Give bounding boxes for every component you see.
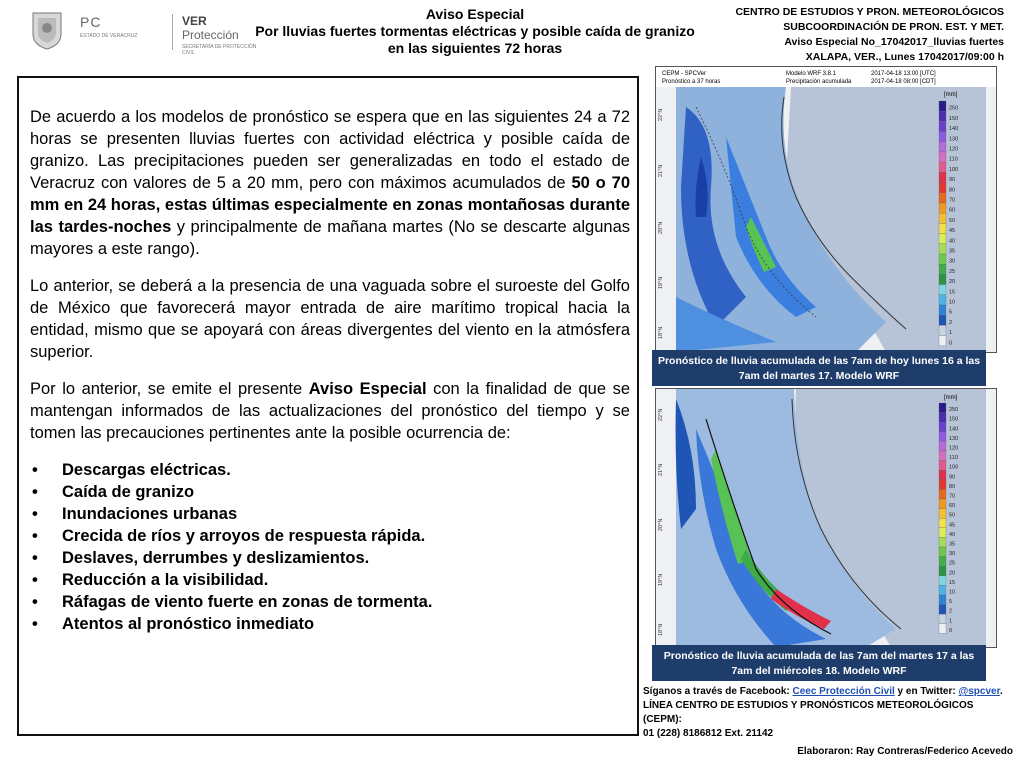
scale-label: 70 xyxy=(949,197,956,204)
scale-label: 100 xyxy=(949,464,959,471)
scale-label: 0 xyxy=(949,627,953,634)
scale-swatch xyxy=(939,403,946,413)
scale-label: 50 xyxy=(949,217,956,224)
scale-swatch xyxy=(939,509,946,519)
scale-swatch xyxy=(939,547,946,557)
scale-swatch xyxy=(939,537,946,547)
notice-title-line2: Por lluvias fuertes tormentas eléctricas y posible caída de granizo en las siguientes 72 horas xyxy=(255,23,695,56)
paragraph-3-c: con la finalidad de que se mantengan informados de las actualizaciones del pronóstico del tiempo y se tomen las precauciones pertinentes ante la posible ocurrencia de: xyxy=(30,380,630,442)
forecast-map-1 xyxy=(655,66,997,353)
ver-logo-text: VER xyxy=(182,14,207,28)
scale-label: 130 xyxy=(949,136,959,143)
scale-swatch xyxy=(939,234,946,244)
agency-line4: XALAPA, VER., Lunes 17042017/09:00 h xyxy=(805,51,1004,63)
scale-swatch xyxy=(939,111,946,121)
scale-label: 110 xyxy=(949,156,958,163)
scale-label: 25 xyxy=(949,560,956,567)
agency-line1: CENTRO DE ESTUDIOS Y PRON. METEOROLÓGICOS xyxy=(735,6,1004,18)
paragraph-2: Lo anterior, se deberá a la presencia de una vaguada sobre el suroeste del Golfo de México que favorecerá mayor entrada de aire marítimo tropical hacia la entidad, mismo que se apoyará con áreas divergentes del viento en la atmósfera superior. xyxy=(30,277,630,361)
list-item xyxy=(30,525,630,547)
ver-logo-subtext: SECRETARÍA DE PROTECCIÓN CIVIL xyxy=(182,44,257,56)
scale-swatch xyxy=(939,614,946,624)
scale-swatch xyxy=(939,528,946,538)
scale-swatch xyxy=(939,101,946,111)
header-logos xyxy=(30,10,260,54)
scale-label: 15 xyxy=(949,579,956,586)
scale-label: 45 xyxy=(949,522,956,529)
map2-lat-label: 18°N xyxy=(658,623,664,636)
paragraph-1-c: y principalmente de mañana martes (No se descarte algunas mayores a este rango). xyxy=(30,218,630,258)
scale-label: 130 xyxy=(949,435,959,442)
scale-swatch xyxy=(939,557,946,567)
scale-label: 10 xyxy=(949,299,956,306)
map2-unit: [mm] xyxy=(944,395,958,401)
scale-label: 1 xyxy=(949,330,953,337)
list-item-text: Inundaciones urbanas xyxy=(62,505,238,523)
map1-time-cdt: 2017-04-18 08:00 [CDT] xyxy=(871,79,936,85)
scale-label: 5 xyxy=(949,309,953,316)
paragraph-1-a: De acuerdo a los modelos de pronóstico se espera que en las siguientes 24 a 72 horas se presenten lluvias fuertes con actividad eléctrica y posible caída de granizo. Las precipitaciones pueden ser generalizadas en todo el estado de Veracruz con valores de 5 a 20 mm, pero con máximos acumulados de xyxy=(30,108,630,192)
map1-caption: Pronóstico de lluvia acumulada de las 7am de hoy lunes 16 a las 7am del martes 17. Modelo WRF xyxy=(652,350,986,386)
scale-swatch xyxy=(939,451,946,461)
bullet-icon: • xyxy=(32,571,38,589)
scale-swatch xyxy=(939,499,946,509)
scale-label: 120 xyxy=(949,445,959,452)
scale-swatch xyxy=(939,162,946,172)
bullet-icon: • xyxy=(32,549,38,567)
scale-swatch xyxy=(939,295,946,305)
list-item-text: Atentos al pronóstico inmediato xyxy=(62,615,315,633)
scale-swatch xyxy=(939,325,946,335)
scale-label: 40 xyxy=(949,238,956,245)
scale-label: 25 xyxy=(949,268,956,275)
map1-lat-label: 20°N xyxy=(658,221,664,234)
scale-label: 60 xyxy=(949,503,956,510)
map2-lat-label: 20°N xyxy=(658,518,664,531)
list-item xyxy=(30,459,630,481)
scale-swatch xyxy=(939,121,946,131)
scale-swatch xyxy=(939,432,946,442)
map2-lat-label: 22°N xyxy=(658,408,664,421)
scale-label: 110 xyxy=(949,455,958,462)
scale-swatch xyxy=(939,315,946,325)
scale-label: 80 xyxy=(949,483,956,490)
list-item-text: Crecida de ríos y arroyos de respuesta rápida. xyxy=(62,527,426,545)
bullet-icon: • xyxy=(32,615,38,633)
scale-swatch xyxy=(939,585,946,595)
scale-swatch xyxy=(939,441,946,451)
follow-line xyxy=(643,685,1013,699)
scale-label: 60 xyxy=(949,207,956,214)
scale-swatch xyxy=(939,285,946,295)
scale-swatch xyxy=(939,203,946,213)
scale-label: 2 xyxy=(949,319,953,326)
notice-title-line1: Aviso Especial xyxy=(425,6,525,22)
list-item-text: Descargas eléctricas. xyxy=(62,461,231,479)
bullet-icon: • xyxy=(32,461,38,479)
scale-swatch xyxy=(939,422,946,432)
scale-swatch xyxy=(939,274,946,284)
scale-label: 30 xyxy=(949,258,956,265)
pc-logo-subtext: ESTADO DE VERACRUZ xyxy=(80,33,138,39)
pc-logo xyxy=(80,14,137,39)
list-item xyxy=(30,569,630,591)
scale-swatch xyxy=(939,172,946,182)
scale-swatch xyxy=(939,461,946,471)
scale-label: 250 xyxy=(949,407,959,414)
scale-label: 20 xyxy=(949,570,956,577)
paragraph-3-bold: Aviso Especial xyxy=(308,380,427,398)
list-item xyxy=(30,481,630,503)
pc-logo-text: PC xyxy=(80,14,102,30)
scale-swatch xyxy=(939,624,946,634)
scale-swatch xyxy=(939,413,946,423)
scale-swatch xyxy=(939,152,946,162)
map1-time-utc: 2017-04-18 13:00 [UTC] xyxy=(871,71,936,77)
list-item xyxy=(30,591,630,613)
follow-text-a: Síganos a través de Facebook: xyxy=(643,686,793,697)
proteccion-logo-text: Protección xyxy=(182,28,239,42)
list-item-text: Ráfagas de viento fuerte en zonas de tormenta. xyxy=(62,593,433,611)
scale-swatch xyxy=(939,223,946,233)
main-text xyxy=(30,106,630,635)
paragraph-3-a: Por lo anterior, se emite el presente xyxy=(30,380,309,398)
list-item-text: Deslaves, derrumbes y deslizamientos. xyxy=(62,549,370,567)
list-item-text: Caída de granizo xyxy=(62,483,195,501)
scale-swatch xyxy=(939,576,946,586)
scale-swatch xyxy=(939,183,946,193)
logo-divider xyxy=(172,14,173,50)
scale-label: 45 xyxy=(949,228,956,235)
scale-swatch xyxy=(939,244,946,254)
follow-text-c: . xyxy=(999,686,1003,697)
list-item xyxy=(30,503,630,525)
paragraph-1 xyxy=(30,106,630,260)
scale-label: 250 xyxy=(949,105,959,112)
agency-line3: Aviso Especial No_17042017_lluvias fuertes xyxy=(784,36,1004,48)
scale-swatch xyxy=(939,305,946,315)
scale-swatch xyxy=(939,254,946,264)
scale-swatch xyxy=(939,605,946,615)
scale-swatch xyxy=(939,518,946,528)
agency-line2: SUBCOORDINACIÓN DE PRON. EST. Y MET. xyxy=(783,21,1004,33)
scale-label: 0 xyxy=(949,340,953,347)
scale-label: 70 xyxy=(949,493,956,500)
map2-lat-label: 21°N xyxy=(658,463,664,476)
scale-label: 50 xyxy=(949,512,956,519)
phone-line: 01 (228) 8186812 Ext. 21142 xyxy=(643,728,774,739)
map2-caption: Pronóstico de lluvia acumulada de las 7am del martes 17 a las 7am del miércoles 18. Modelo WRF xyxy=(652,645,986,681)
map1-lat-label: 21°N xyxy=(658,164,664,177)
scale-swatch xyxy=(939,193,946,203)
scale-label: 35 xyxy=(949,541,956,548)
forecast-map-2 xyxy=(655,388,997,648)
scale-label: 150 xyxy=(949,416,959,423)
scale-label: 140 xyxy=(949,426,959,433)
scale-swatch xyxy=(939,595,946,605)
scale-label: 150 xyxy=(949,115,959,122)
scale-swatch xyxy=(939,213,946,223)
map1-lat-label: 22°N xyxy=(658,108,664,121)
twitter-link[interactable]: @spcver xyxy=(958,686,1000,697)
precip-map-1 xyxy=(656,67,996,352)
scale-swatch xyxy=(939,132,946,142)
map1-var: Precipitación acumulada xyxy=(786,79,852,85)
list-item-text: Reducción a la visibilidad. xyxy=(62,571,269,589)
scale-swatch xyxy=(939,470,946,480)
scale-swatch xyxy=(939,142,946,152)
scale-swatch xyxy=(939,480,946,490)
cepm-line: LÍNEA CENTRO DE ESTUDIOS Y PRONÓSTICOS METEOROLÓGICOS (CEPM): xyxy=(643,700,974,725)
precip-map-2 xyxy=(656,389,996,647)
map1-model: Modelo WRF 3.8.1 xyxy=(786,71,837,77)
notice-title xyxy=(255,6,695,57)
scale-label: 30 xyxy=(949,551,956,558)
scale-swatch xyxy=(939,264,946,274)
state-seal-logo xyxy=(30,10,64,50)
scale-label: 140 xyxy=(949,126,959,133)
hazard-list xyxy=(30,459,630,635)
contact-footer xyxy=(643,685,1013,759)
paragraph-3 xyxy=(30,378,630,444)
map2-lat-label: 19°N xyxy=(658,573,664,586)
follow-text-b: y en Twitter: xyxy=(894,686,959,697)
scale-swatch xyxy=(939,336,946,346)
paragraph-1-bold: 50 o 70 mm en 24 horas, estas últimas especialmente en zonas montañosas durante las tardes-noches xyxy=(30,174,630,236)
scale-label: 100 xyxy=(949,166,959,173)
scale-label: 1 xyxy=(949,618,953,625)
scale-label: 5 xyxy=(949,599,953,606)
bullet-icon: • xyxy=(32,527,38,545)
map1-title: Pronóstico a 37 horas xyxy=(662,79,721,85)
map1-org: CEPM - SPCVer xyxy=(662,71,707,77)
map1-lat-label: 18°N xyxy=(658,326,664,339)
scale-label: 35 xyxy=(949,248,956,255)
facebook-link[interactable]: Ceec Protección Civil xyxy=(792,686,895,697)
list-item xyxy=(30,613,630,635)
scale-swatch xyxy=(939,566,946,576)
bullet-icon: • xyxy=(32,593,38,611)
scale-label: 15 xyxy=(949,289,956,296)
bullet-icon: • xyxy=(32,483,38,501)
map1-lat-label: 19°N xyxy=(658,276,664,289)
bullet-icon: • xyxy=(32,505,38,523)
scale-label: 90 xyxy=(949,177,956,184)
scale-swatch xyxy=(939,489,946,499)
scale-label: 120 xyxy=(949,146,959,153)
scale-label: 80 xyxy=(949,187,956,194)
map1-unit: [mm] xyxy=(944,92,958,98)
scale-label: 10 xyxy=(949,589,956,596)
list-item xyxy=(30,547,630,569)
agency-block xyxy=(704,5,1004,65)
scale-label: 90 xyxy=(949,474,956,481)
scale-label: 20 xyxy=(949,279,956,286)
scale-label: 2 xyxy=(949,608,953,615)
scale-label: 40 xyxy=(949,531,956,538)
authors-line: Elaboraron: Ray Contreras/Federico Acevedo xyxy=(797,746,1013,757)
ver-proteccion-logo xyxy=(182,14,260,56)
